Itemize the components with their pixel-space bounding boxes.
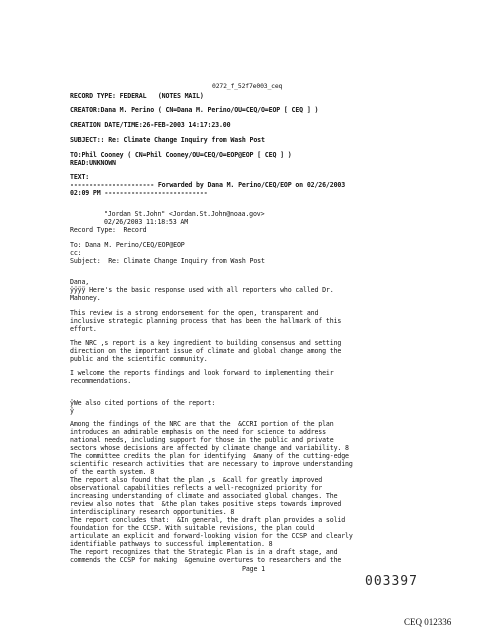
subject-line: SUBJECT:: Re: Climate Change Inquiry from Wash Post	[70, 136, 265, 144]
cited-intro-line: ÿWe also cited portions of the report:	[70, 399, 216, 407]
paragraph-3-line-1: I welcome the reports findings and look forward to implementing their	[70, 369, 334, 377]
findings-line-13: The report concludes that: &In general, the draft plan provides a solid	[70, 516, 346, 524]
findings-line-10: increasing understanding of climate and associated global changes. The	[70, 492, 338, 500]
findings-line-1: Among the findings of the NRC are that the &CCRI portion of the plan	[70, 420, 334, 428]
cc-line: cc:	[70, 249, 82, 257]
to-line: TO:Phil Cooney ( CN=Phil Cooney/OU=CEQ/O=EOP@EOP [ CEQ ] )	[70, 151, 292, 159]
paragraph-1-line-3: effort.	[70, 325, 97, 333]
paragraph-1-line-2: inclusive strategic planning process that has been the hallmark of this	[70, 317, 342, 325]
document-stamp-number: 003397	[365, 574, 418, 589]
text-label: TEXT:	[70, 173, 90, 181]
findings-line-3: national needs, including support for those in the public and private	[70, 436, 334, 444]
to-recipient-line: To: Dana M. Perino/CEQ/EOP@EOP	[70, 241, 185, 249]
findings-line-7: of the earth system. 8	[70, 468, 155, 476]
findings-line-11: review also notes that &the plan takes positive steps towards improved	[70, 500, 342, 508]
read-line: READ:UNKNOWN	[70, 159, 116, 167]
paragraph-2-line-1: The NRC ,s report is a key ingredient to building consensus and setting	[70, 339, 342, 347]
creator-line: CREATOR:Dana M. Perino ( CN=Dana M. Perino/OU=CEQ/O=EOP [ CEQ ] )	[70, 106, 319, 114]
paragraph-1-line-1: This review is a strong endorsement for the open, transparent and	[70, 309, 319, 317]
document-id: 0272_f_52f7e003_ceq	[212, 82, 283, 90]
findings-line-9: observational capabilities reflects a well-recognized priority for	[70, 484, 323, 492]
findings-line-16: identifiable pathways to successful implementation. 8	[70, 540, 273, 548]
findings-line-8: The report also found that the plan ,s &call for greatly improved	[70, 476, 323, 484]
subject-reply-line: Subject: Re: Climate Change Inquiry from Wash Post	[70, 257, 265, 265]
paragraph-2-line-2: direction on the important issue of climate and global change among the	[70, 347, 342, 355]
paragraph-2-line-3: public and the scientific community.	[70, 355, 208, 363]
creation-date-line: CREATION DATE/TIME:26-FEB-2003 14:17:23.00	[70, 121, 231, 129]
sent-line: 02/26/2003 11:18:53 AM	[104, 218, 189, 226]
record-type-line: Record Type: Record	[70, 226, 147, 234]
greeting: Dana,	[70, 278, 90, 286]
bates-number: CEQ 012336	[404, 617, 452, 627]
findings-line-17: The report recognizes that the Strategic Plan is in a draft stage, and	[70, 548, 338, 556]
findings-line-14: foundation for the CCSP. With suitable revisions, the plan could	[70, 524, 315, 532]
findings-line-4: sectors whose decisions are affected by climate change and variability. 8	[70, 444, 349, 452]
findings-line-2: introduces an admirable emphasis on the need for science to address	[70, 428, 326, 436]
record-type: RECORD TYPE: FEDERAL (NOTES MAIL)	[70, 92, 204, 100]
paragraph-3-line-2: recommendations.	[70, 377, 132, 385]
from-line: "Jordan St.John" <Jordan.St.John@noaa.gov>	[104, 210, 265, 218]
cited-blank-line: ÿ	[70, 407, 74, 415]
findings-line-6: scientific research activities that are necessary to improve understanding	[70, 460, 353, 468]
findings-line-18: commends the CCSP for making &genuine overtures to researchers and the	[70, 556, 342, 564]
intro-line-1: ÿÿÿÿ Here's the basic response used with all reporters who called Dr.	[70, 286, 334, 294]
forwarded-line-1: ---------------------- Forwarded by Dana M. Perino/CEQ/EOP on 02/26/2003	[70, 181, 346, 189]
findings-line-15: articulate an explicit and forward-looking vision for the CCSP and clearly	[70, 532, 353, 540]
forwarded-line-2: 02:09 PM ---------------------------	[70, 189, 208, 197]
findings-line-5: The committee credits the plan for identifying &many of the cutting-edge	[70, 452, 349, 460]
page-number: Page 1	[242, 565, 265, 573]
findings-line-12: interdisciplinary research opportunities. 8	[70, 508, 235, 516]
intro-line-2: Mahoney.	[70, 294, 101, 302]
